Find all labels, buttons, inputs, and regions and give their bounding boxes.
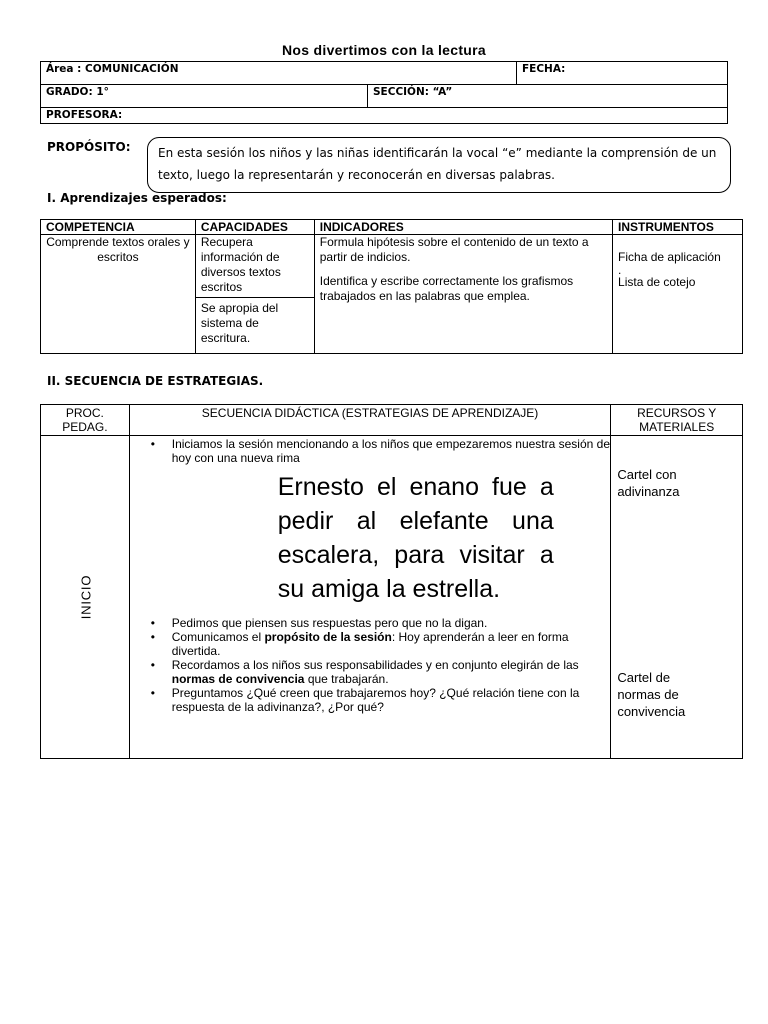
bullet-text: que trabajarán. (304, 672, 389, 686)
list-item (172, 630, 611, 658)
document-title: Nos divertimos con la lectura (282, 42, 486, 58)
fecha-field (516, 61, 728, 85)
seccion-field (367, 84, 728, 108)
list-item: • Pedimos que piensen sus respuestas pero que no la digan. (172, 616, 611, 630)
phase-inicio (41, 436, 130, 758)
resource-1: Cartel con adivinanza (617, 467, 680, 499)
area-field (40, 61, 517, 85)
activity-list (130, 616, 611, 714)
seccion-label: SECCIÓN: “A” (373, 86, 453, 98)
bullet-text: : Hoy aprenderán a leer en forma divertida. (171, 630, 569, 658)
phase-label: INICIO (78, 574, 93, 620)
competencia-cell (41, 235, 196, 354)
col-proc: PROC. PEDAG. (41, 405, 130, 436)
resources-cell (611, 436, 743, 759)
col-recursos: RECURSOS Y MATERIALES (611, 405, 743, 436)
purpose-label: PROPÓSITO: (47, 140, 131, 154)
col-secuencia: SECUENCIA DIDÁCTICA (ESTRATEGIAS DE APRENDIZAJE) (129, 405, 611, 436)
resource-2: Cartel de normas de convivencia (617, 670, 686, 719)
capacidad-text-1: Recupera información de diversos textos escritos (200, 235, 281, 294)
strategy-table (40, 404, 743, 759)
competencia-text: Comprende textos orales y escritos (46, 235, 190, 264)
grado-field (40, 84, 368, 108)
section-1-heading: I. Aprendizajes esperados: (47, 191, 227, 205)
learning-table (40, 219, 743, 354)
list-item: • Iniciamos la sesión mencionando a los niños que empezaremos nuestra sesión de hoy con una nueva rima (172, 437, 611, 465)
capacidad-text-2: Se apropia del sistema de escritura. (200, 301, 279, 345)
instrumento-2: Lista de cotejo (618, 275, 696, 289)
col-indicadores: INDICADORES (314, 220, 612, 235)
col-competencia: COMPETENCIA (41, 220, 196, 235)
area-label: Área : COMUNICACIÓN (46, 63, 179, 75)
indicador-1: Formula hipótesis sobre el contenido de un texto a partir de indicios. (319, 235, 589, 264)
instrumento-1: Ficha de aplicación (618, 250, 721, 264)
bullet-text: Comunicamos el (171, 630, 265, 644)
profesora-field (40, 107, 728, 124)
instrumento-dot: . (618, 263, 622, 277)
list-item (172, 658, 611, 686)
capacidad-cell-1 (195, 235, 314, 298)
rhyme-text: Ernesto el enano fue a pedir al elefante una escalera, para visitar a su amiga la estrella. (277, 473, 554, 603)
intro-list (130, 437, 611, 465)
section-2-heading: II. SECUENCIA DE ESTRATEGIAS. (47, 374, 264, 388)
col-instrumentos: INSTRUMENTOS (613, 220, 743, 235)
phase-cell (41, 436, 130, 759)
profesora-label: PROFESORA: (46, 109, 123, 121)
capacidad-cell-2 (195, 298, 314, 354)
indicadores-cell (314, 235, 612, 354)
instrumentos-cell (613, 235, 743, 354)
bullet-bold: propósito de la sesión (264, 630, 392, 644)
sequence-cell (129, 436, 611, 759)
col-capacidades: CAPACIDADES (195, 220, 314, 235)
fecha-label: FECHA: (522, 63, 566, 75)
grado-label: GRADO: 1° (46, 86, 109, 98)
bullet-text: Recordamos a los niños sus responsabilidades y en conjunto elegirán de las (171, 658, 579, 672)
indicador-2: Identifica y escribe correctamente los grafismos trabajados en las palabras que emplea. (319, 274, 574, 303)
bullet-bold: normas de convivencia (171, 672, 305, 686)
purpose-box: En esta sesión los niños y las niñas identificarán la vocal “e” mediante la comprensión de un texto, luego la representarán y reconocerán en diversas palabras. (147, 137, 731, 193)
list-item: • Preguntamos ¿Qué creen que trabajaremos hoy? ¿Qué relación tiene con la respuesta de la adivinanza?, ¿Por qué? (172, 686, 611, 714)
